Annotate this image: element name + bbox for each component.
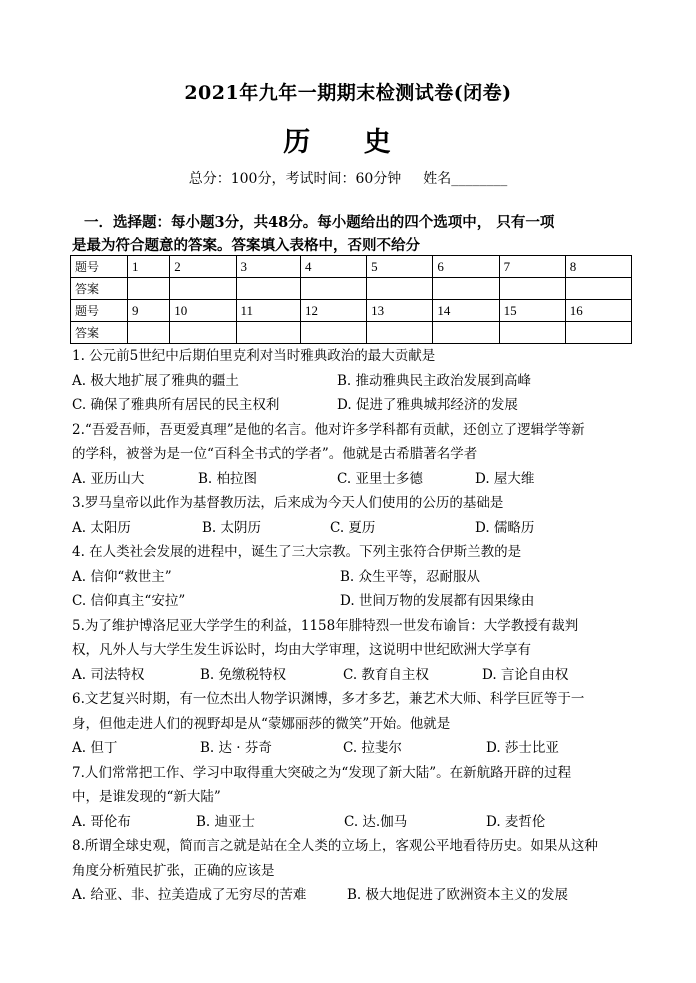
question-7-stem-line2: 中，是谁发现的“新大陆” <box>72 789 221 805</box>
answer-cell[interactable] <box>170 322 236 344</box>
question-5-stem-line2: 权，凡外人与大学生发生诉讼时，均由大学审理，这说明中世纪欧洲大学享有 <box>72 642 531 658</box>
question-3-option-a: A. 太阳历 <box>72 519 131 536</box>
answer-cell[interactable] <box>367 322 433 344</box>
question-number-cell: 5 <box>367 256 433 278</box>
row-label-question: 题号 <box>71 256 128 278</box>
answer-table-row-numbers-1 <box>71 256 632 278</box>
answer-cell[interactable] <box>499 278 565 300</box>
row-label-answer: 答案 <box>71 278 128 300</box>
row-label-question: 题号 <box>71 300 128 322</box>
question-1-option-a: A. 极大地扩展了雅典的疆土 <box>72 372 239 389</box>
answer-cell[interactable] <box>170 278 236 300</box>
question-6-option-a: A. 但丁 <box>72 740 118 756</box>
question-number-cell: 16 <box>565 300 631 322</box>
question-number-cell: 10 <box>170 300 236 322</box>
question-8-option-a: A. 给亚、非、拉美造成了无穷尽的苦难 <box>72 887 307 903</box>
question-5-option-a: A. 司法特权 <box>72 666 145 683</box>
question-number-cell: 1 <box>128 256 170 278</box>
row-label-answer: 答案 <box>71 322 128 344</box>
question-number-cell: 3 <box>236 256 300 278</box>
question-number-cell: 9 <box>128 300 170 322</box>
question-4-option-c: C. 信仰真主“安拉” <box>72 593 186 609</box>
answer-cell[interactable] <box>499 322 565 344</box>
answer-cell[interactable] <box>128 322 170 344</box>
section-instructions <box>72 211 632 257</box>
question-6-option-c: C. 拉斐尔 <box>343 740 402 756</box>
answer-cell[interactable] <box>565 278 631 300</box>
answer-cell[interactable] <box>236 322 300 344</box>
question-3-option-d: D. 儒略历 <box>475 519 535 536</box>
question-4-option-d: D. 世间万物的发展都有因果缘由 <box>340 593 535 609</box>
question-number-cell: 6 <box>433 256 499 278</box>
question-5-option-c: C. 教育自主权 <box>343 666 429 683</box>
question-1-option-c: C. 确保了雅典所有居民的民主权利 <box>72 397 280 413</box>
question-6-option-b: B. 达 · 芬奇 <box>200 740 272 756</box>
question-7-stem-line1: 7.人们常常把工作、学习中取得重大突破之为“发现了新大陆”。在新航路开辟的过程 <box>72 764 572 781</box>
question-7-option-c: C. 达.伽马 <box>344 813 408 830</box>
answer-table-row-answers-2 <box>71 322 632 344</box>
answer-cell[interactable] <box>300 322 366 344</box>
question-4-option-b: B. 众生平等，忍耐服从 <box>340 568 481 585</box>
question-2-stem-line1: 2.“吾爱吾师，吾更爱真理”是他的名言。他对许多学科都有贡献，还创立了逻辑学等新 <box>72 421 585 438</box>
question-4-stem: 4. 在人类社会发展的进程中，诞生了三大宗教。下列主张符合伊斯兰教的是 <box>72 544 522 560</box>
total-score-and-time: 总分：100分，考试时间：60分钟 <box>188 171 402 187</box>
question-2-stem-line2: 的学科，被誉为是一位“百科全书式的学者”。他就是古希腊著名学者 <box>72 446 478 462</box>
question-number-cell: 11 <box>236 300 300 322</box>
question-8-stem-line2: 角度分析殖民扩张，正确的应该是 <box>72 862 275 879</box>
question-1-stem: 1. 公元前5世纪中后期伯里克利对当时雅典政治的最大贡献是 <box>72 348 436 364</box>
section-instructions-line1: 一．选择题：每小题3分，共48分。每小题给出的四个选项中， 只有一项 <box>84 214 555 231</box>
questions-block <box>72 344 642 908</box>
question-4-option-a: A. 信仰“救世主” <box>72 568 172 585</box>
answer-cell[interactable] <box>300 278 366 300</box>
question-7-option-a: A. 哥伦布 <box>72 813 131 830</box>
question-2-option-d: D. 屋大维 <box>475 470 535 487</box>
question-8-option-b: B. 极大地促进了欧洲资本主义的发展 <box>347 887 569 903</box>
question-5-option-b: B. 免缴税特权 <box>200 666 287 683</box>
question-8-stem-line1: 8.所谓全球史观，简而言之就是站在全人类的立场上，客观公平地看待历史。如果从这种 <box>72 838 598 854</box>
question-1-option-d: D. 促进了雅典城邦经济的发展 <box>337 397 518 413</box>
question-2-option-c: C. 亚里士多德 <box>337 470 423 487</box>
answer-cell[interactable] <box>433 278 499 300</box>
question-5-stem-line1: 5.为了维护博洛尼亚大学学生的利益，1158年腓特烈一世发布谕旨：大学教授有裁判 <box>72 617 579 634</box>
exam-title: 2021年九年一期期末检测试卷(闭卷) <box>184 82 512 104</box>
question-3-option-c: C. 夏历 <box>330 519 376 536</box>
question-number-cell: 8 <box>565 256 631 278</box>
answer-cell[interactable] <box>128 278 170 300</box>
question-number-cell: 4 <box>300 256 366 278</box>
answer-table <box>70 255 632 344</box>
question-7-option-d: D. 麦哲伦 <box>486 813 546 830</box>
question-number-cell: 13 <box>367 300 433 322</box>
question-number-cell: 2 <box>170 256 236 278</box>
answer-cell[interactable] <box>367 278 433 300</box>
exam-subject: 历 史 <box>283 127 413 158</box>
question-6-option-d: D. 莎士比亚 <box>486 740 559 756</box>
question-5-option-d: D. 言论自由权 <box>482 666 569 683</box>
question-7-option-b: B. 迪亚士 <box>196 813 256 830</box>
question-number-cell: 7 <box>499 256 565 278</box>
answer-table-row-numbers-2 <box>71 300 632 322</box>
question-1-option-b: B. 推动雅典民主政治发展到高峰 <box>337 372 532 389</box>
question-2-option-b: B. 柏拉图 <box>198 470 258 487</box>
answer-cell[interactable] <box>236 278 300 300</box>
question-number-cell: 15 <box>499 300 565 322</box>
answer-cell[interactable] <box>565 322 631 344</box>
question-6-stem-line1: 6.文艺复兴时期，有一位杰出人物学识渊博，多才多艺，兼艺术大师、科学巨匠等于一 <box>72 691 585 707</box>
question-3-stem: 3.罗马皇帝以此作为基督教历法，后来成为今天人们使用的公历的基础是 <box>72 495 504 511</box>
question-6-stem-line2: 身，但他走进人们的视野却是从“蒙娜丽莎的微笑”开始。他就是 <box>72 715 451 732</box>
section-instructions-line2: 是最为符合题意的答案。答案填入表格中，否则不给分 <box>72 237 420 254</box>
answer-cell[interactable] <box>433 322 499 344</box>
name-field[interactable]: 姓名________ <box>423 171 508 187</box>
question-number-cell: 12 <box>300 300 366 322</box>
question-3-option-b: B. 太阴历 <box>202 519 262 536</box>
answer-table-row-answers-1 <box>71 278 632 300</box>
question-number-cell: 14 <box>433 300 499 322</box>
exam-info <box>0 168 696 188</box>
question-2-option-a: A. 亚历山大 <box>72 470 145 487</box>
